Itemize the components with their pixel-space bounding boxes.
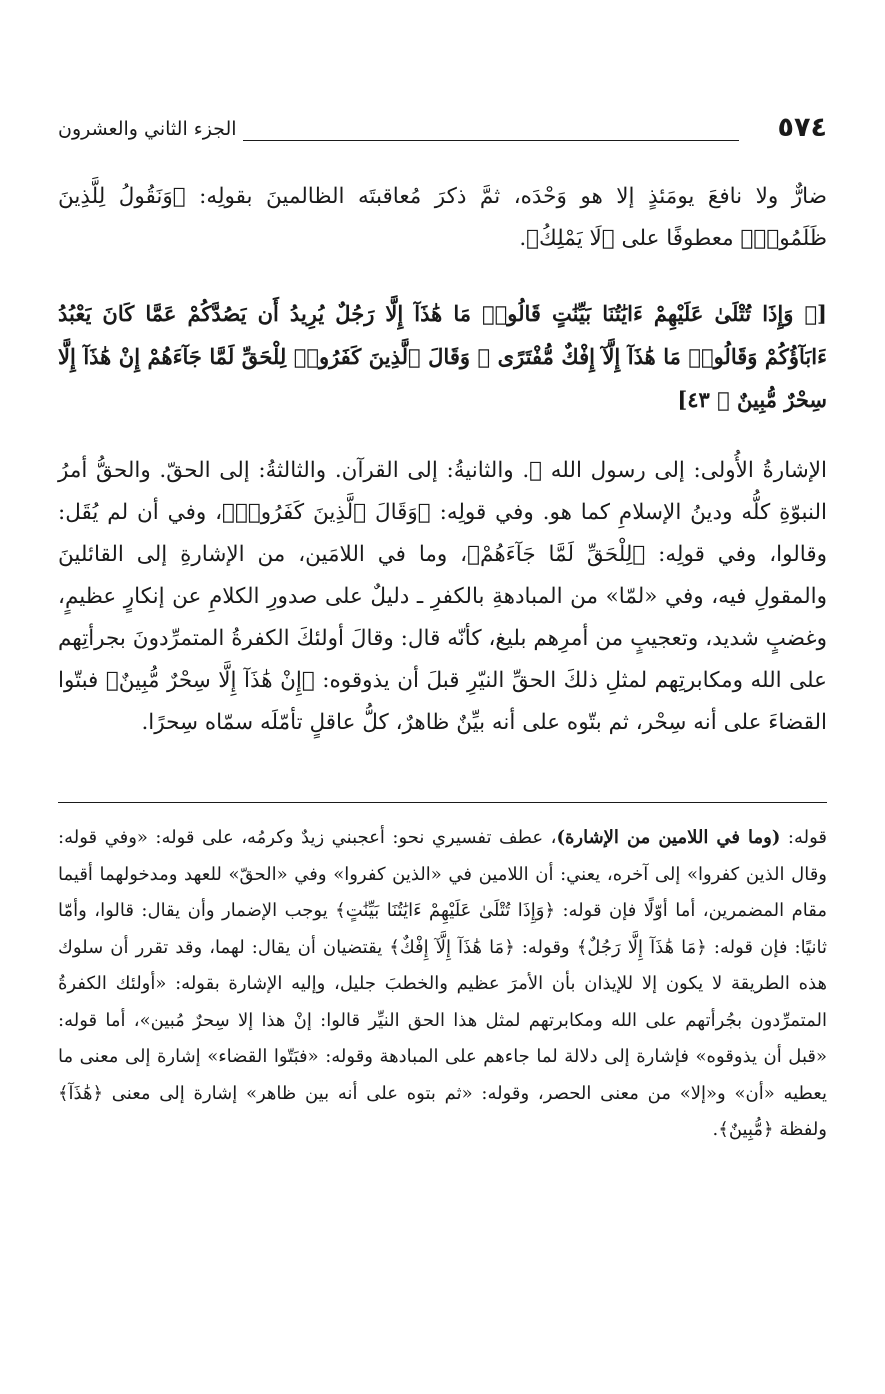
intro-paragraph [58,176,827,260]
header-rule [243,140,739,141]
quran-verse-block [58,292,827,421]
verse-text: [﴿ وَإِذَا تُتْلَىٰ عَلَيْهِمْ ءَايَٰتُنَا بَيِّنَٰتٍ قَالُوا۟ مَا هَٰذَآ إِلَّا رَجُلٌ يُرِيدُ أَن يَصُدَّكُمْ عَمَّا كَانَ يَعْبُدُ ءَابَآؤُكُمْ وَقَالُوا۟ مَا هَٰذَآ إِلَّآ إِفْكٌ مُّفْتَرًى ۚ وَقَالَ ٱلَّذِينَ كَفَرُوا۟ لِلْحَقِّ لَمَّا جَآءَهُمْ إِنْ هَٰذَآ إِلَّا سِحْرٌ مُّبِينٌ ﴾ ٤٣] [58,301,827,412]
footnote-block [58,820,827,1149]
footnote-lemma: (وما في اللامين من الإشارة) [556,827,781,848]
intro-text: ضارٌّ ولا نافعَ يومَئذٍ إلا هو وَحْدَه، ثمَّ ذكرَ مُعاقبتَه الظالمينَ بقولِه: ﴿وَنَقُولُ لِلَّذِينَ ظَلَمُوا۟﴾ معطوفًا على ﴿لَا يَمْلِكُ﴾. [58,184,827,251]
commentary-paragraph [58,450,827,744]
footnote-text: قوله: (وما في اللامين من الإشارة)، عطف تفسيري نحو: أعجبني زيدٌ وكرمُه، على قوله: «وفي قوله: وقال الذين كفروا» إلى آخره، يعني: أن اللامين في «الذين كفروا» وفي «الحقّ» للعهد ومدخولهما أقيما مقام المضمرين، أما أوّلًا فإن قوله: ﴿وَإِذَا تُتْلَىٰ عَلَيْهِمْ ءَايَٰتُنَا بَيِّنَٰتٍ﴾ يوجب الإضمار وأن يقال: قالوا، وأمّا ثانيًا: فإن قوله: ﴿مَا هَٰذَآ إِلَّا رَجُلٌ﴾ وقوله: ﴿مَا هَٰذَآ إِلَّآ إِفْكٌ﴾ يقتضيان أن يقال: لهما، وقد تقرر أن سلوك هذه الطريقة لا يكون إلا للإيذان بأن الأمرَ عظيم والخطبَ جليل، وإليه الإشارة بقوله: «أولئك الكفرةُ المتمرِّدون بجُرأتهم على الله ومكابرتهم لمثل هذا الحق النيِّر قالوا: إنْ هذا إلا سِحرٌ مُبين»، أما قوله: «قبل أن يذوقوه» فإشارة إلى دلالة لما جاءهم على المبادهة وقوله: «فبَتّوا القضاء» إشارة إلى معنى ما يعطيه «أن» و«إلا» من معنى الحصر، وقوله: «ثم بتوه على أنه بين ظاهر» إشارة إلى معنى ﴿هَٰذَآ﴾ ولفظة ﴿مُّبِينٌ﴾. [58,827,827,1140]
commentary-text: الإشارةُ الأُولى: إلى رسول الله ﷺ. والثانيةُ: إلى القرآن. والثالثةُ: إلى الحقّ. والحقُّ أمرُ النبوّةِ كلُّه ودينُ الإسلامِ كما هو. وفي قولِه: ﴿وَقَالَ ٱلَّذِينَ كَفَرُوا۟﴾، وفي أن لم يُقَل: وقالوا، وفي قولِه: ﴿لِلْحَقِّ لَمَّا جَآءَهُمْ﴾، وما في اللامَين، من الإشارةِ إلى القائلينَ والمقولِ فيه، وفي «لمّا» من المبادهةِ بالكفرِ ـ دليلٌ على صدورِ الكلامِ عن إنكارٍ عظيمٍ، وغضبٍ شديد، وتعجيبٍ من أمرِهم بليغ، كأنّه قال: وقالَ أولئكَ الكفرةُ المتمرِّدونَ بجرأتِهم على الله ومكابرتِهم لمثلِ ذلكَ الحقِّ النيّرِ قبلَ أن يذوقوه: ﴿إِنْ هَٰذَآ إِلَّا سِحْرٌ مُّبِينٌ﴾ فبتّوا القضاءَ على أنه سِحْر، ثم بتّوه على أنه بيِّنٌ ظاهرٌ، كلُّ عاقلٍ تأمّلَه سمّاه سِحرًا. [58,458,827,735]
page-number: ٥٧٤ [777,112,827,143]
running-title: الجزء الثاني والعشرون [58,118,237,140]
footnote-separator [58,802,827,803]
running-header [58,112,827,152]
